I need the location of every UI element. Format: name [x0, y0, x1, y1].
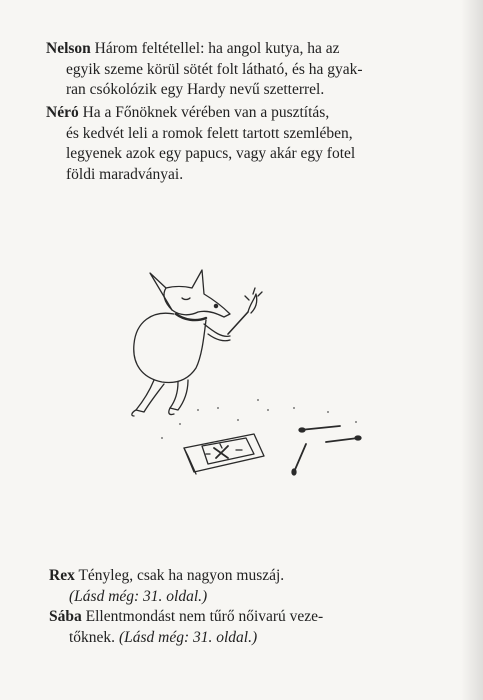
entry-line: és kedvét leli a romok felett tartott szemlében, — [66, 124, 353, 142]
page-edge-shadow — [461, 0, 483, 700]
entry-text: Tényleg, csak ha nagyon muszáj. — [78, 567, 285, 584]
entry-line — [49, 607, 434, 628]
entry-nero — [46, 103, 426, 185]
entry-line — [46, 103, 426, 124]
entry-line: földi maradványai. — [66, 165, 184, 183]
entry-line — [46, 39, 426, 60]
entry-name: Sába — [49, 608, 82, 625]
entry-text: Ha a Főnöknek vérében van a pusztítás, — [82, 104, 330, 121]
cross-reference: (Lásd még: 31. oldal.) — [69, 587, 208, 605]
entry-saba — [49, 607, 434, 648]
entry-line — [49, 628, 434, 649]
entry-line: legyenek azok egy papucs, vagy akár egy fotel — [66, 145, 356, 162]
entry-nelson — [46, 39, 426, 101]
entry-text: tőknek. — [69, 628, 116, 646]
entry-line — [49, 566, 429, 587]
entry-text: Három feltétellel: ha angol kutya, ha az — [94, 40, 340, 57]
entry-line: egyik szeme körül sötét folt látható, és ha gyak- — [66, 60, 363, 78]
entry-name: Nelson — [46, 40, 91, 57]
entry-rex — [49, 566, 429, 607]
entry-name: Néró — [46, 104, 79, 121]
entry-name: Rex — [49, 567, 75, 584]
cross-reference: (Lásd még: 31. oldal.) — [118, 628, 258, 646]
dog-with-match-illustration — [118, 260, 378, 490]
entry-line: ran csókolózik egy Hardy nevű szetterrel. — [66, 81, 325, 98]
entry-text: Ellentmondást nem tűrő nőivarú veze- — [85, 608, 324, 625]
